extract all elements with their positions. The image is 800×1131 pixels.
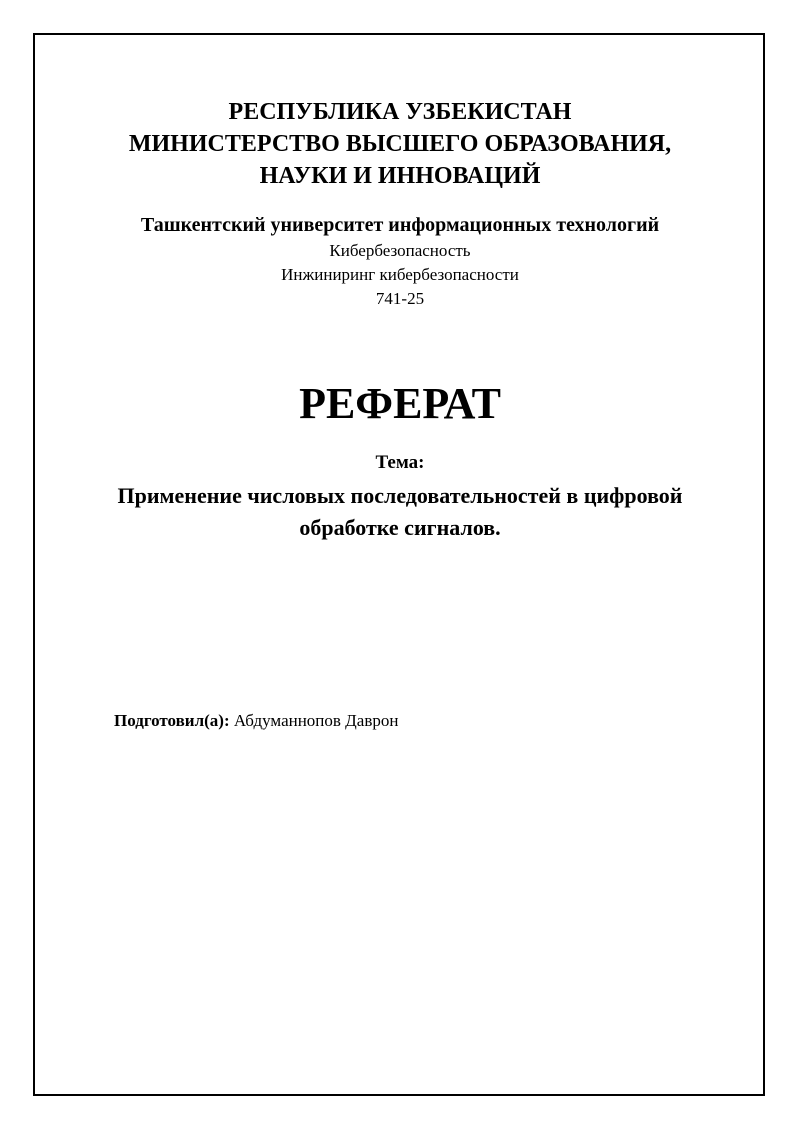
document-type-title: РЕФЕРАТ bbox=[299, 379, 501, 428]
group-number: 741-25 bbox=[375, 289, 425, 308]
author-line bbox=[114, 709, 398, 733]
author-label: Подготовил(а): bbox=[114, 711, 230, 730]
specialty-name: Инжиниринг кибербезопасности bbox=[281, 265, 519, 284]
header-line-ministry: МИНИСТЕРСТВО ВЫСШЕГО ОБРАЗОВАНИЯ, bbox=[128, 131, 672, 157]
author-name: Абдуманнопов Даврон bbox=[233, 711, 399, 730]
ministry-header bbox=[0, 96, 800, 192]
faculty-name: Кибербезопасность bbox=[329, 241, 471, 260]
header-line-ministry-cont: НАУКИ И ИННОВАЦИЙ bbox=[259, 163, 541, 189]
university-info bbox=[0, 211, 800, 311]
topic-section bbox=[0, 450, 800, 544]
university-name: Ташкентский университет информационных технологий bbox=[140, 214, 660, 236]
page-border bbox=[33, 33, 765, 1096]
topic-label: Тема: bbox=[375, 452, 425, 473]
header-line-country: РЕСПУБЛИКА УЗБЕКИСТАН bbox=[228, 99, 572, 125]
topic-text: Применение числовых последовательностей в цифровой обработке сигналов. bbox=[117, 483, 683, 540]
